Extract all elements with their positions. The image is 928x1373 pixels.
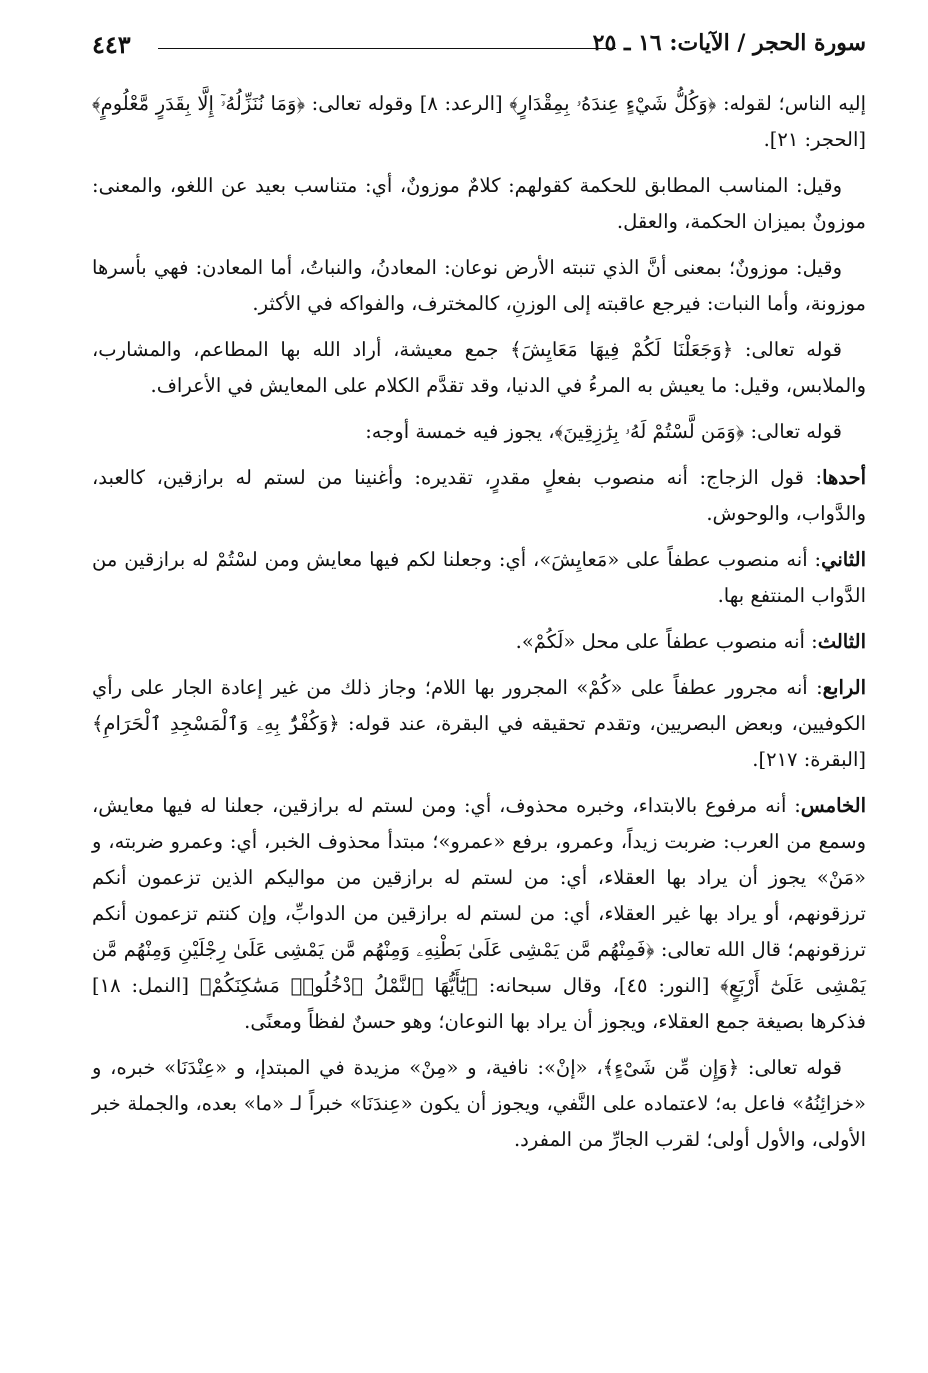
- paragraph: [92, 670, 866, 788]
- page-header: [92, 26, 866, 70]
- paragraph-text: : أنه مرفوع بالابتداء، وخبره محذوف، أي: ومن لستم له برازقين، جعلنا له فيها معايش، وسمع من العرب: ضربت زيداً، وعمرو، برفع «عمرو»؛ مبتدأ محذوف الخبر، أي: وعمرو ضربته، و «مَنْ» يجوز أن يراد بها العقلاء، أي: من لستم له برازقين من مواليكم الذين تزعمون أنكم ترزقونهم، أو يراد بها غير العقلاء، أي: من لستم له برازقين من الدوابِّ، وإن كنتم تزعمون أنكم ترزقونهم؛ قال الله تعالى: ﴿فَمِنْهُم مَّن يَمْشِى عَلَىٰ بَطْنِهِۦ وَمِنْهُم مَّن يَمْشِى عَلَىٰ رِجْلَيْنِ وَمِنْهُم مَّن يَمْشِى عَلَىٰٓ أَرْبَعٍ﴾ [النور: ٤٥]، وقال سبحانه: ﴿يَٰٓأَيُّهَا ٱلنَّمْلُ ٱدْخُلُوا۟ مَسَٰكِنَكُمْ﴾ [النمل: ١٨] فذكرها بصيغة جمع العقلاء، ويجوز أن يراد بها النوعان؛ وهو حسنٌ لفظاً ومعنًى.: [92, 794, 866, 1033]
- paragraph-lead: الثاني: [821, 548, 866, 571]
- paragraph: [92, 460, 866, 542]
- paragraph: [92, 542, 866, 624]
- paragraph-text: : أنه منصوب عطفاً على محل «لَكُمْ».: [515, 630, 818, 653]
- paragraph: [92, 788, 866, 1050]
- paragraph: [92, 332, 866, 414]
- paragraph: [92, 168, 866, 250]
- paragraph-lead: الرابع: [822, 676, 866, 699]
- paragraph-text: قوله تعالى: ﴿وَجَعَلْنَا لَكُمْ فِيهَا مَعَايِشَ﴾ جمع معيشة، أراد الله بها المطاعم، والمشارب، والملابس، وقيل: ما يعيش به المرءُ في الدنيا، وقد تقدَّم الكلام على المعايش في الأعراف.: [92, 338, 866, 397]
- paragraph-lead: الخامس: [800, 794, 866, 817]
- paragraph: [92, 624, 866, 670]
- page-number: ٤٤٣: [92, 30, 131, 59]
- paragraph-text: وقيل: موزونٌ؛ بمعنى أنَّ الذي تنبته الأرض نوعان: المعادنُ، والنباتُ، أما المعادن: فهي بأسرها موزونة، وأما النبات: فيرجع عاقبته إلى الوزنِ، كالمخترف، والفواكه في الأكثر.: [92, 256, 866, 315]
- paragraph: [92, 1050, 866, 1168]
- paragraph-text: : أنه منصوب عطفاً على «مَعايِشَ»، أي: وجعلنا لكم فيها معايش ومن لسْتُمْ له برازقين من الدَّواب المنتفع بها.: [92, 548, 866, 607]
- header-rule: [158, 48, 616, 49]
- paragraph: [92, 414, 866, 460]
- paragraph-text: إليه الناس؛ لقوله: ﴿وَكُلُّ شَيْءٍ عِندَهُۥ بِمِقْدَارٍ﴾ [الرعد: ٨] وقوله تعالى: ﴿وَمَا نُنَزِّلُهُۥٓ إِلَّا بِقَدَرٍ مَّعْلُومٍ﴾ [الحجر: ٢١].: [92, 92, 866, 151]
- paragraph-lead: الثالث: [817, 630, 866, 653]
- paragraph-text: قوله تعالى: ﴿وَمَن لَّسْتُمْ لَهُۥ بِرَٰزِقِينَ﴾، يجوز فيه خمسة أوجه:: [365, 420, 842, 443]
- paragraph: [92, 86, 866, 168]
- paragraph-text: وقيل: المناسب المطابق للحكمة كقولهم: كلامٌ موزونٌ، أي: متناسب بعيد عن اللغو، والمعنى: موزونٌ بميزان الحكمة، والعقل.: [92, 174, 866, 233]
- paragraph-text: : أنه مجرور عطفاً على «كُمْ» المجرور بها اللام؛ وجاز ذلك من غير إعادة الجار على رأي الكوفيين، وبعض البصريين، وتقدم تحقيقه في البقرة، عند قوله: ﴿وَكُفْرٌۢ بِهِۦ وَٱلْمَسْجِدِ ٱلْحَرَامِ﴾ [البقرة: ٢١٧].: [92, 676, 866, 771]
- paragraph-text: قوله تعالى: ﴿وَإِن مِّن شَىْءٍ﴾، «إنْ»: نافية، و «مِنْ» مزيدة في المبتدإ، و «عِنْدَنَا» خبره، و «خزائِنُهُ» فاعل به؛ لاعتماده على النَّفي، ويجوز أن يكون «عِندَنَا» خبراً لـ «ما» بعده، والجملة خبر الأولى، والأول أولى؛ لقرب الجارِّ من المفرد.: [92, 1056, 866, 1151]
- page-body: [92, 86, 866, 1168]
- paragraph-text: : قول الزجاج: أنه منصوب بفعلٍ مقدرٍ، تقديره: وأغنينا من لستم له برازقين، كالعبد، والدَّواب، والوحوش.: [92, 466, 866, 525]
- paragraph-lead: أحدها: [822, 466, 866, 489]
- running-head: سورة الحجر / الآيات: ١٦ ـ ٢٥: [592, 30, 866, 56]
- paragraph: [92, 250, 866, 332]
